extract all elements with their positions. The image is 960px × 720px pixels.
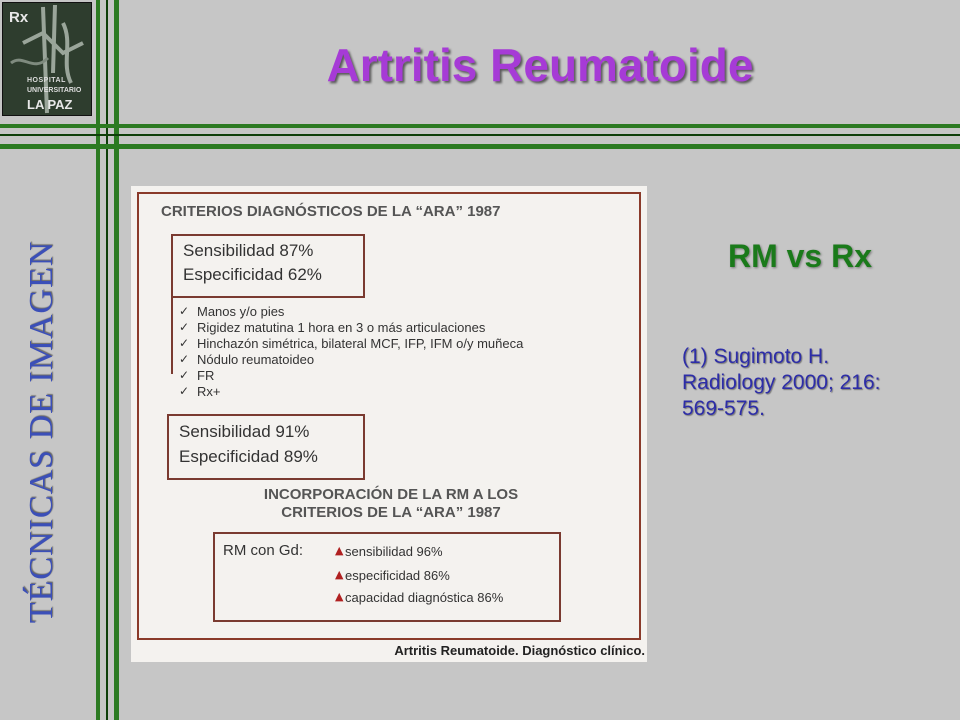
- frame-line-horizontal-2: [0, 134, 960, 136]
- criteria-item: Rigidez matutina 1 hora en 3 o más articulaciones: [197, 320, 486, 335]
- check-icon: ✓: [179, 336, 190, 350]
- check-icon: ✓: [179, 368, 190, 382]
- logo-rx-text: Rx: [9, 9, 29, 26]
- rm-label: RM con Gd:: [223, 542, 304, 559]
- frame-line-horizontal-1: [0, 124, 960, 128]
- reference-line: (1) Sugimoto H.: [682, 345, 830, 368]
- box1-line1: Sensibilidad 87%: [183, 241, 314, 260]
- rm-item: sensibilidad 96%: [345, 544, 443, 559]
- criteria-item: FR: [197, 368, 215, 383]
- rm-item: capacidad diagnóstica 86%: [345, 590, 504, 605]
- logo-line2: UNIVERSITARIO: [27, 87, 82, 94]
- frame-line-vertical-1: [96, 0, 100, 720]
- check-icon: ✓: [179, 304, 190, 318]
- criteria-item: Rx+: [197, 384, 221, 399]
- arrow-up-icon: ▲: [335, 590, 344, 603]
- check-icon: ✓: [179, 320, 190, 334]
- scanned-criteria-image: [131, 186, 647, 662]
- hospital-logo: [2, 2, 92, 116]
- scan-heading-2-line2: CRITERIOS DE LA “ARA” 1987: [281, 504, 501, 521]
- criteria-item: Nódulo reumatoideo: [197, 352, 315, 367]
- comparison-heading: RM vs Rx: [727, 238, 873, 274]
- box1-line2: Especificidad 62%: [183, 265, 322, 284]
- box2-line2: Especificidad 89%: [179, 447, 318, 466]
- frame-line-vertical-2: [106, 0, 108, 720]
- logo-line1: HOSPITAL: [27, 77, 66, 84]
- side-section-label: TÉCNICAS DE IMAGEN: [23, 240, 60, 624]
- criteria-item: Hinchazón simétrica, bilateral MCF, IFP, IFM o/y muñeca: [197, 336, 524, 351]
- checklist-bracket: [171, 296, 173, 374]
- scan-heading: CRITERIOS DIAGNÓSTICOS DE LA “ARA” 1987: [161, 203, 501, 220]
- reference-line: 569-575.: [682, 397, 765, 420]
- arrow-up-icon: ▲: [335, 568, 344, 581]
- scan-heading-2-line1: INCORPORACIÓN DE LA RM A LOS: [263, 486, 519, 503]
- logo-line3: LA PAZ: [27, 97, 73, 112]
- reference-line: Radiology 2000; 216:: [682, 371, 881, 394]
- rm-item: especificidad 86%: [345, 568, 450, 583]
- frame-line-vertical-3: [114, 0, 119, 720]
- scan-caption: Artritis Reumatoide. Diagnóstico clínico.: [394, 643, 645, 658]
- check-icon: ✓: [179, 384, 190, 398]
- slide-title: Artritis Reumatoide: [326, 39, 754, 91]
- box2-line1: Sensibilidad 91%: [179, 422, 310, 441]
- reference-citation: [682, 344, 952, 422]
- frame-line-horizontal-3: [0, 144, 960, 149]
- criteria-item: Manos y/o pies: [197, 304, 285, 319]
- check-icon: ✓: [179, 352, 190, 366]
- arrow-up-icon: ▲: [335, 544, 344, 557]
